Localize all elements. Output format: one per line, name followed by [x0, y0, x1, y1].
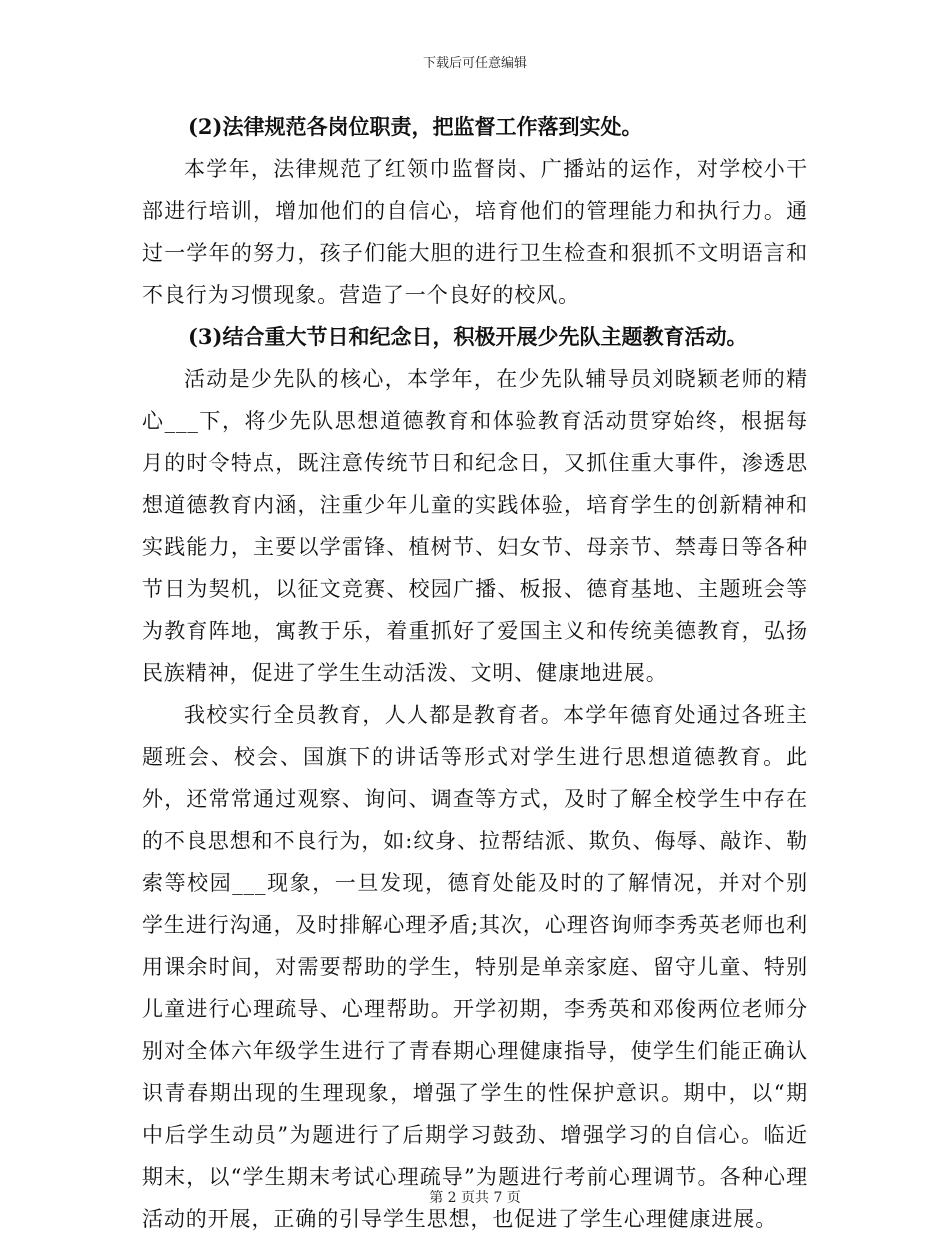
section-3 [142, 316, 808, 1240]
section-heading: (2)法律规范各岗位职责，把监督工作落到实处。 [188, 114, 643, 139]
page-number: 第 2 页共 7 页 [429, 1190, 521, 1206]
section-heading: (3)结合重大节日和纪念日，积极开展少先队主题教育活动。 [188, 324, 748, 349]
paragraph: 本学年，法律规范了红领巾监督岗、广播站的运作，对学校小干部进行培训，增加他们的自信心，培育他们的管理能力和执行力。通过一学年的努力，孩子们能大胆的进行卫生检查和狠抓不文明语言和不良行为习惯现象。营造了一个良好的校风。 [142, 157, 808, 307]
page-header: 下载后可任意编辑 [422, 56, 527, 71]
section-2 [142, 106, 808, 316]
paragraph: 活动是少先队的核心，本学年，在少先队辅导员刘晓颖老师的精心___下，将少先队思想道德教育和体验教育活动贯穿始终，根据每月的时令特点，既注意传统节日和纪念日，又抓住重大事件，渗透思想道德教育内涵，注重少年儿童的实践体验，培育学生的创新精神和实践能力，主要以学雷锋、植树节、妇女节、母亲节、禁毒日等各种节日为契机，以征文竞赛、校园广播、板报、德育基地、主题班会等为教育阵地，寓教于乐，着重抓好了爱国主义和传统美德教育，弘扬民族精神，促进了学生生动活泼、文明、健康地进展。 [142, 367, 808, 685]
document-body [142, 106, 808, 1240]
paragraph: 我校实行全员教育，人人都是教育者。本学年德育处通过各班主题班会、校会、国旗下的讲话等形式对学生进行思想道德教育。此外，还常常通过观察、询问、调查等方式，及时了解全校学生中存在的不良思想和不良行为，如:纹身、拉帮结派、欺负、侮辱、敲诈、勒索等校园___现象，一旦发现，德育处能及时的了解情况，并对个别学生进行沟通，及时排解心理矛盾;其次，心理咨询师李秀英老师也利用课余时间，对需要帮助的学生，特别是单亲家庭、留守儿童、特别儿童进行心理疏导、心理帮助。开学初期，李秀英和邓俊两位老师分别对全体六年级学生进行了青春期心理健康指导，使学生们能正确认识青春期出现的生理现象，增强了学生的性保护意识。期中，以“期中后学生动员”为题进行了后期学习鼓劲、增强学习的自信心。临近期末，以“学生期末考试心理疏导”为题进行考前心理调节。各种心理活动的开展，正确的引导学生思想，也促进了学生心理健康进展。 [142, 703, 808, 1231]
